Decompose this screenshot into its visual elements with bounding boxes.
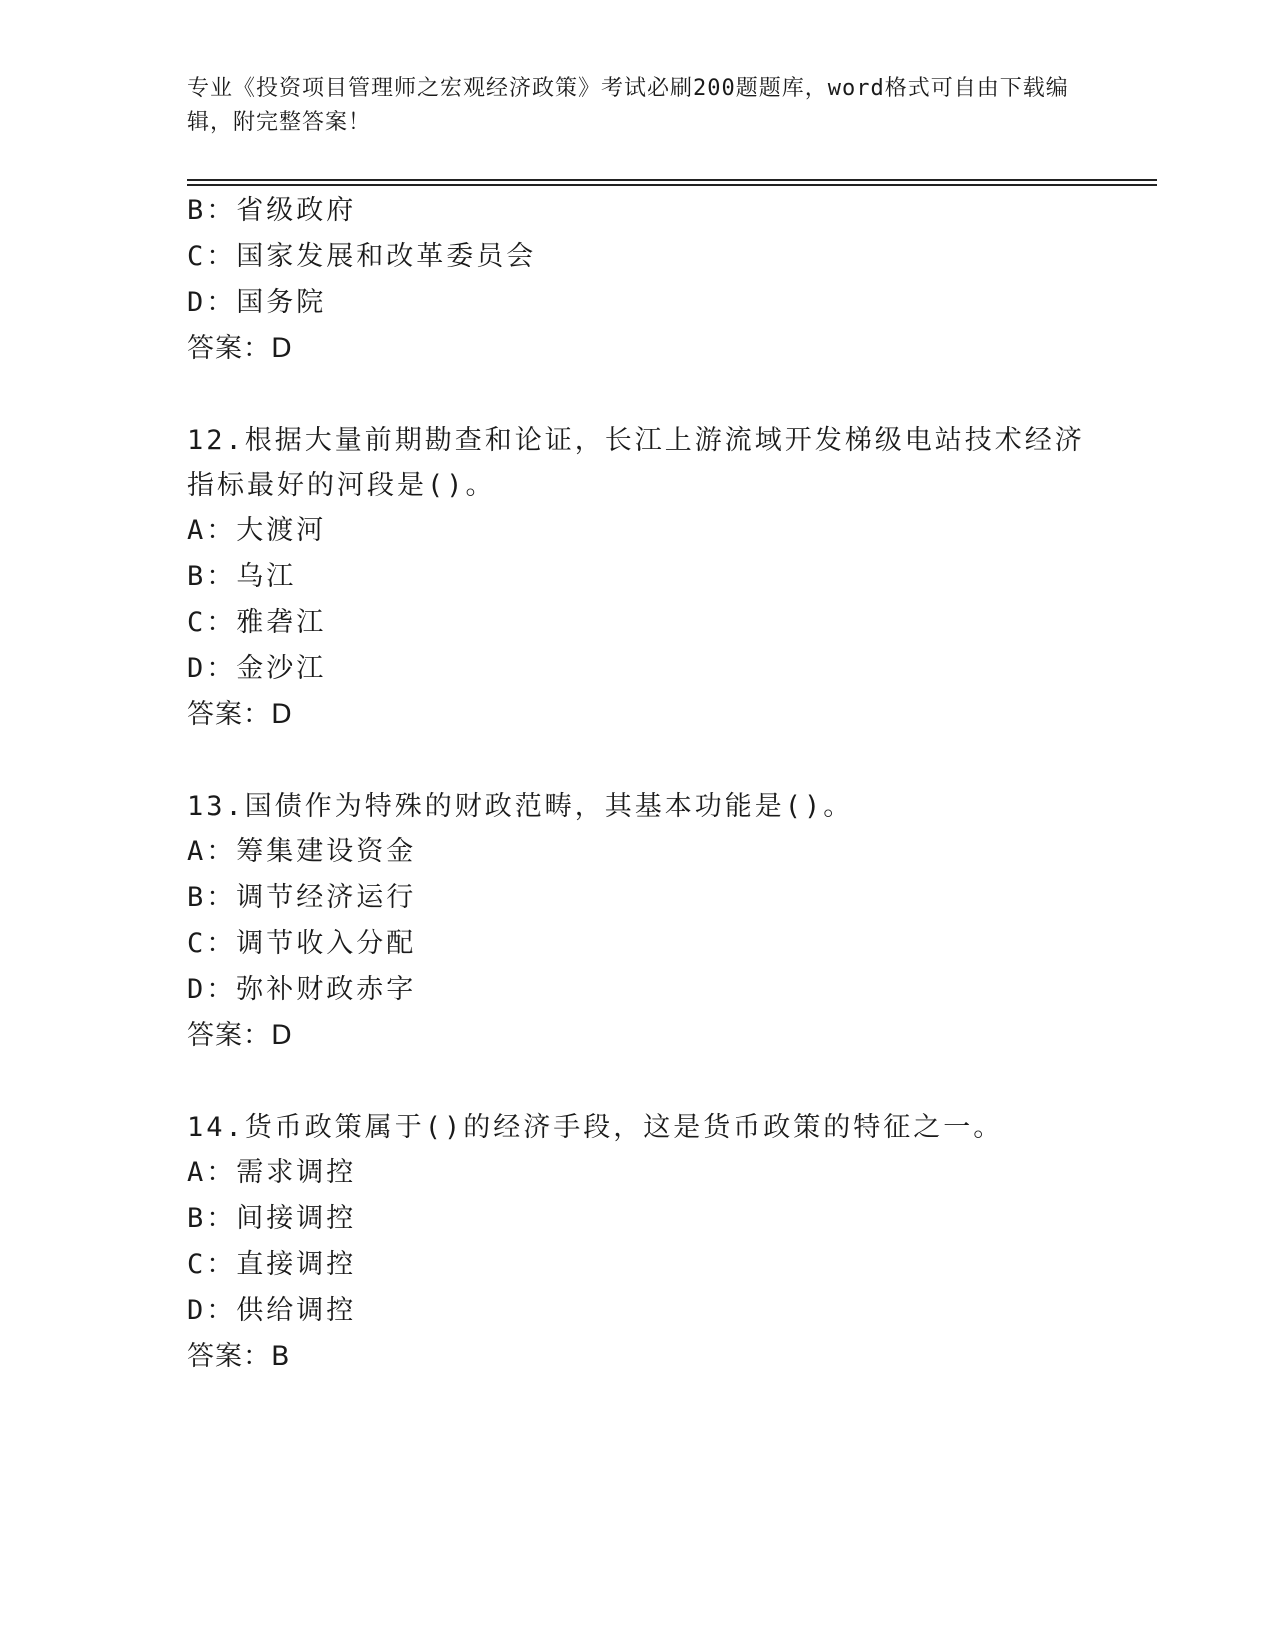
option-d: D：供给调控 — [187, 1295, 357, 1326]
question-text: 12.根据大量前期勘查和论证，长江上游流域开发梯级电站技术经济指标最好的河段是()。 — [187, 425, 1085, 501]
answer-line: 答案：B — [187, 1341, 291, 1372]
option-b: B：省级政府 — [187, 195, 357, 226]
answer-line: 答案：D — [187, 699, 293, 730]
option-d: D：金沙江 — [187, 653, 327, 684]
option-b: B：调节经济运行 — [187, 882, 417, 913]
answer-line: 答案：D — [187, 1020, 293, 1051]
question-text: 13.国债作为特殊的财政范畴，其基本功能是()。 — [187, 791, 854, 822]
document-body — [187, 188, 1087, 1380]
document-header: 专业《投资项目管理师之宏观经济政策》考试必刷200题题库，word格式可自由下载编辑，附完整答案！ — [187, 76, 1069, 135]
header-rule-bottom — [187, 184, 1157, 186]
partial-question — [187, 188, 1087, 372]
option-a: A：大渡河 — [187, 515, 327, 546]
option-c: C：雅砻江 — [187, 607, 327, 638]
option-c: C：直接调控 — [187, 1249, 357, 1280]
option-b: B：乌江 — [187, 561, 297, 592]
header-rule-top — [187, 179, 1157, 181]
option-d: D：弥补财政赤字 — [187, 974, 417, 1005]
option-a: A：需求调控 — [187, 1157, 357, 1188]
question-12 — [187, 418, 1087, 738]
option-a: A：筹集建设资金 — [187, 836, 417, 867]
answer-line: 答案：D — [187, 333, 293, 364]
question-13 — [187, 784, 1087, 1059]
option-c: C：调节收入分配 — [187, 928, 417, 959]
option-d: D：国务院 — [187, 287, 327, 318]
option-b: B：间接调控 — [187, 1203, 357, 1234]
question-14 — [187, 1105, 1087, 1380]
question-text: 14.货币政策属于()的经济手段，这是货币政策的特征之一。 — [187, 1112, 1004, 1143]
option-c: C：国家发展和改革委员会 — [187, 241, 537, 272]
